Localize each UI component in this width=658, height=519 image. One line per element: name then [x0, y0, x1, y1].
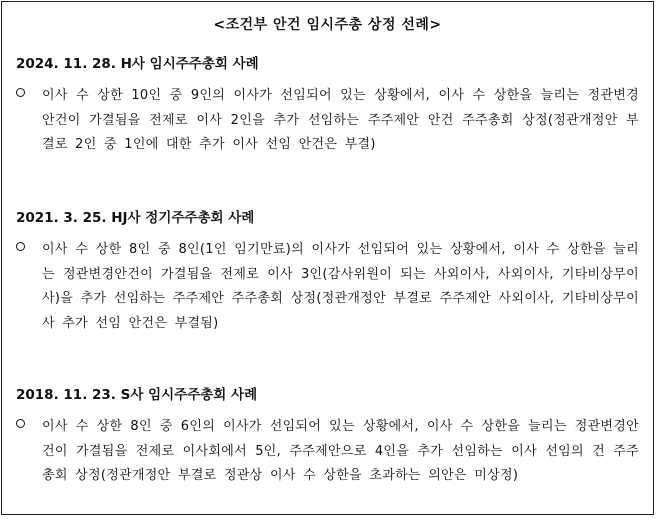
case-bullet-item: [16, 238, 639, 336]
hollow-circle-bullet-icon: [16, 242, 25, 251]
case-heading: 2021. 3. 25. HJ사 정기주주총회 사례: [16, 210, 255, 226]
precedent-case-s: [16, 383, 639, 489]
case-bullet-item: [16, 84, 639, 158]
hollow-circle-bullet-icon: [16, 419, 25, 428]
hollow-circle-bullet-icon: [16, 88, 25, 97]
precedent-case-h: [16, 52, 639, 158]
case-bullet-item: [16, 415, 639, 489]
case-description: 이사 수 상한 8인 중 8인(1인 임기만료)의 이사가 선임되어 있는 상황에서, 이사 수 상한을 늘리는 정관변경안건이 가결됨을 전제로 이사 3인(감사위원이 되는 사외이사, 사외이사, 기타비상무이사)을 추가 선임하는 주주제안 주주총회 상정(정관개정안 부결로 주주제안 사외이사, 기타비상무이사 추가 선임 안건은 부결됨): [42, 242, 639, 331]
document-frame: [1, 1, 654, 515]
case-description: 이사 수 상한 10인 중 9인의 이사가 선임되어 있는 상황에서, 이사 수 상한을 늘리는 정관변경안건이 가결됨을 전제로 이사 2인을 추가 선임하는 주주제안 안건 주주총회 상정(정관개정안 부결로 2인 중 1인에 대한 추가 이사 선임 안건은 부결): [42, 88, 639, 152]
case-heading: 2024. 11. 28. H사 임시주주총회 사례: [16, 56, 259, 72]
precedent-case-hj: [16, 206, 639, 336]
document-title: <조건부 안건 임시주총 상정 선례>: [213, 17, 442, 33]
case-description: 이사 수 상한 8인 중 6인의 이사가 선임되어 있는 상황에서, 이사 수 상한을 늘리는 정관변경안건이 가결됨을 전제로 이사회에서 5인, 주주제안으로 4인을 추가 선임하는 이사 선임의 건 주주총회 상정(정관개정안 부결로 정관상 이사 수 상한을 초과하는 의안은 미상정): [42, 419, 639, 483]
case-heading: 2018. 11. 23. S사 임시주주총회 사례: [16, 387, 258, 403]
